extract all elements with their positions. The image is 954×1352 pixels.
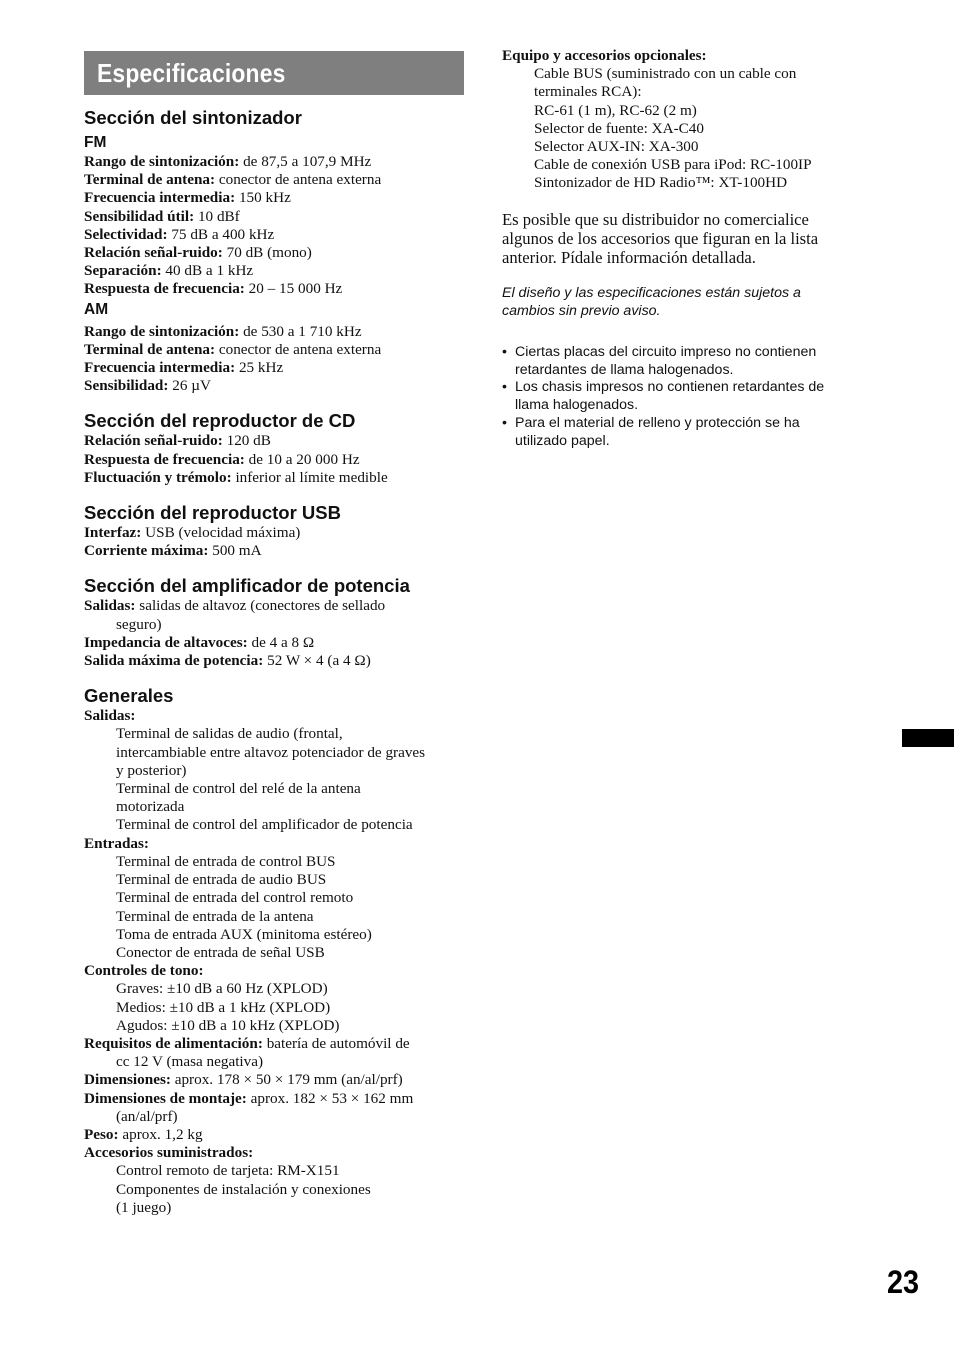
spec-key: Corriente máxima: <box>84 542 209 560</box>
cd-section <box>84 410 466 487</box>
bullet-line: • Ciertas placas del circuito impreso no contienen <box>515 343 817 360</box>
spec-key: Interfaz: <box>84 524 142 542</box>
subheading-fm: FM <box>84 134 107 151</box>
spec-line <box>84 359 466 377</box>
list-item: Terminal de entrada de audio BUS <box>116 871 327 889</box>
supplied-list <box>84 1162 466 1217</box>
optional-heading: Equipo y accesorios opcionales: <box>502 47 707 64</box>
spec-value: inferior al límite medible <box>231 468 388 486</box>
list-item: Cable BUS (suministrado con un cable con <box>534 65 797 83</box>
section-heading-general: Generales <box>84 685 174 707</box>
spec-value: de 530 a 1 710 kHz <box>239 322 362 340</box>
spec-key: Respuesta de frecuencia: <box>84 450 245 468</box>
spec-line <box>84 1126 466 1144</box>
spec-value: USB (velocidad máxima) <box>141 524 301 542</box>
spec-key: Peso: <box>84 1125 119 1143</box>
spec-key-line <box>502 47 872 65</box>
list-item: RC-61 (1 m), RC-62 (2 m) <box>534 101 697 119</box>
design-note <box>502 285 872 321</box>
dealer-note <box>502 210 872 268</box>
spec-key-line <box>84 1144 466 1162</box>
spec-key: Rango de sintonización: <box>84 322 240 340</box>
spec-key: Salidas: <box>84 597 136 615</box>
inputs-list <box>84 853 466 962</box>
spec-key: Separación: <box>84 262 162 280</box>
bullet-item <box>502 379 872 415</box>
list-item: Terminal de entrada de la antena <box>116 907 314 925</box>
spec-value: 52 W × 4 (a 4 Ω) <box>263 652 371 670</box>
tone-list <box>84 980 466 1035</box>
spec-value: de 10 a 20 000 Hz <box>244 450 360 468</box>
spec-line <box>84 226 466 244</box>
right-column <box>502 47 872 451</box>
fm-spec-list <box>84 153 466 299</box>
amp-section <box>84 575 466 670</box>
spec-value: salidas de altavoz (conectores de sellado <box>135 597 386 615</box>
section-tab-marker <box>902 729 954 747</box>
spec-key: Dimensiones: <box>84 1071 171 1089</box>
spec-key-line <box>84 835 466 853</box>
spec-key: Salidas: <box>84 707 136 725</box>
spec-line <box>84 432 466 450</box>
spec-line <box>84 1090 466 1108</box>
spec-key: Relación señal-ruido: <box>84 244 223 262</box>
list-item: Graves: ±10 dB a 60 Hz (XPLOD) <box>116 980 328 998</box>
spec-key: Sensibilidad: <box>84 377 169 395</box>
spec-line <box>84 262 466 280</box>
spec-key: Entradas: <box>84 834 149 852</box>
spec-value: 10 dBf <box>194 207 240 225</box>
subheading-am: AM <box>84 300 109 318</box>
usb-section <box>84 502 466 560</box>
spec-value: 120 dB <box>222 432 271 450</box>
spec-key: Salida máxima de potencia: <box>84 652 264 670</box>
spec-line <box>84 208 466 226</box>
spec-line <box>84 377 466 395</box>
spec-key: Terminal de antena: <box>84 340 216 358</box>
spec-value: de 87,5 a 107,9 MHz <box>239 153 372 170</box>
spec-key-line <box>84 707 466 725</box>
list-item: terminales RCA): <box>534 83 642 101</box>
spec-key: Respuesta de frecuencia: <box>84 280 245 298</box>
usb-spec-list <box>84 524 466 560</box>
spec-line <box>84 451 466 469</box>
spec-line <box>84 469 466 487</box>
spec-key: Impedancia de altavoces: <box>84 633 248 651</box>
spec-key: Controles de tono: <box>84 962 204 980</box>
section-heading-amp: Sección del amplificador de potencia <box>84 575 410 597</box>
spec-value: conector de antena externa <box>215 340 382 358</box>
spec-value: conector de antena externa <box>215 171 382 189</box>
list-item: Medios: ±10 dB a 1 kHz (XPLOD) <box>116 998 331 1016</box>
spec-value: aprox. 178 × 50 × 179 mm (an/al/prf) <box>170 1071 403 1089</box>
general-section <box>84 685 466 1217</box>
list-item: y posterior) <box>116 761 187 779</box>
list-item: Cable de conexión USB para iPod: RC-100IP <box>534 156 812 174</box>
spec-key: Fluctuación y trémolo: <box>84 468 232 486</box>
note-line: cambios sin previo aviso. <box>502 303 661 320</box>
spec-line <box>84 280 466 298</box>
spec-value: 26 µV <box>168 377 211 395</box>
list-item: Selector de fuente: XA-C40 <box>534 119 704 137</box>
spec-key-line <box>84 962 466 980</box>
spec-value: 40 dB a 1 kHz <box>161 262 254 280</box>
list-item: Sintonizador de HD Radio™: XT-100HD <box>534 174 788 192</box>
list-item: Terminal de control del amplificador de potencia <box>116 816 413 834</box>
list-item: Conector de entrada de señal USB <box>116 943 325 961</box>
list-item: intercambiable entre altavoz potenciador de graves <box>116 743 426 761</box>
bullet-line: retardantes de llama halogenados. <box>515 361 734 378</box>
bullet-line: utilizado papel. <box>515 432 610 449</box>
spec-line <box>84 1035 466 1053</box>
spec-key: Frecuencia intermedia: <box>84 359 236 377</box>
bullet-line: • Los chasis impresos no contienen retardantes de <box>515 379 825 396</box>
spec-line <box>84 597 466 615</box>
spec-key: Sensibilidad útil: <box>84 207 195 225</box>
spec-value: 150 kHz <box>235 189 291 207</box>
list-item: Terminal de control del relé de la antena <box>116 780 361 798</box>
spec-continuation: seguro) <box>116 615 162 633</box>
spec-continuation: cc 12 V (masa negativa) <box>116 1053 264 1071</box>
spec-value: 500 mA <box>208 542 262 560</box>
list-item: Agudos: ±10 dB a 10 kHz (XPLOD) <box>116 1016 340 1034</box>
tuner-section <box>84 107 466 395</box>
list-item: Toma de entrada AUX (minitoma estéreo) <box>116 925 372 943</box>
list-item: Componentes de instalación y conexiones <box>116 1180 371 1198</box>
spec-key: Selectividad: <box>84 225 168 243</box>
list-item: Terminal de salidas de audio (frontal, <box>116 725 343 743</box>
spec-value: 75 dB a 400 kHz <box>167 225 275 243</box>
spec-value: aprox. 1,2 kg <box>118 1125 203 1143</box>
spec-key: Rango de sintonización: <box>84 153 240 170</box>
paragraph-line: anterior. Pídale información detallada. <box>502 248 756 268</box>
list-item: (1 juego) <box>116 1198 172 1216</box>
section-heading-usb: Sección del reproductor USB <box>84 502 341 524</box>
spec-key: Relación señal-ruido: <box>84 432 223 450</box>
list-item: Terminal de entrada del control remoto <box>116 889 354 907</box>
section-heading-cd: Sección del reproductor de CD <box>84 410 356 432</box>
list-item: motorizada <box>116 798 185 816</box>
optional-list <box>502 65 872 192</box>
spec-key: Accesorios suministrados: <box>84 1144 254 1162</box>
spec-key: Dimensiones de montaje: <box>84 1089 247 1107</box>
spec-value: 70 dB (mono) <box>222 244 312 262</box>
spec-value: de 4 a 8 Ω <box>247 633 315 651</box>
spec-line <box>84 341 466 359</box>
list-item: Terminal de entrada de control BUS <box>116 852 336 870</box>
section-heading-tuner: Sección del sintonizador <box>84 107 302 128</box>
am-spec-list <box>84 323 466 396</box>
spec-line <box>84 323 466 341</box>
bullet-item <box>502 415 872 451</box>
spec-line <box>84 171 466 189</box>
paragraph-line: Es posible que su distribuidor no comercialice <box>502 209 809 229</box>
bullet-item <box>502 344 872 380</box>
spec-line <box>84 1071 466 1089</box>
list-item: Selector AUX-IN: XA-300 <box>534 138 699 156</box>
spec-key: Terminal de antena: <box>84 171 216 189</box>
spec-line <box>84 244 466 262</box>
spec-line <box>84 189 466 207</box>
outputs-list <box>84 725 466 834</box>
spec-key: Frecuencia intermedia: <box>84 189 236 207</box>
paragraph-line: algunos de los accesorios que figuran en la lista <box>502 228 819 248</box>
note-line: El diseño y las especificaciones están sujetos a <box>502 285 801 302</box>
bullet-line: llama halogenados. <box>515 397 639 414</box>
spec-line <box>84 153 466 171</box>
cd-spec-list <box>84 432 466 487</box>
spec-key: Requisitos de alimentación: <box>84 1034 263 1052</box>
list-item: Control remoto de tarjeta: RM-X151 <box>116 1162 340 1180</box>
bullet-line: • Para el material de relleno y protección se ha <box>515 415 800 432</box>
spec-line <box>84 634 466 652</box>
page-title: Especificaciones <box>97 57 286 88</box>
spec-continuation: (an/al/prf) <box>116 1107 178 1125</box>
bullet-list <box>502 344 872 451</box>
spec-value: 20 – 15 000 Hz <box>244 280 343 298</box>
spec-value: batería de automóvil de <box>262 1034 410 1052</box>
spec-line <box>84 524 466 542</box>
page-number: 23 <box>887 1264 920 1300</box>
left-column <box>84 51 466 1217</box>
spec-value: aprox. 182 × 53 × 162 mm <box>246 1089 414 1107</box>
title-banner <box>84 51 464 95</box>
spec-value: 25 kHz <box>235 359 284 377</box>
spec-line <box>84 652 466 670</box>
spec-line <box>84 542 466 560</box>
